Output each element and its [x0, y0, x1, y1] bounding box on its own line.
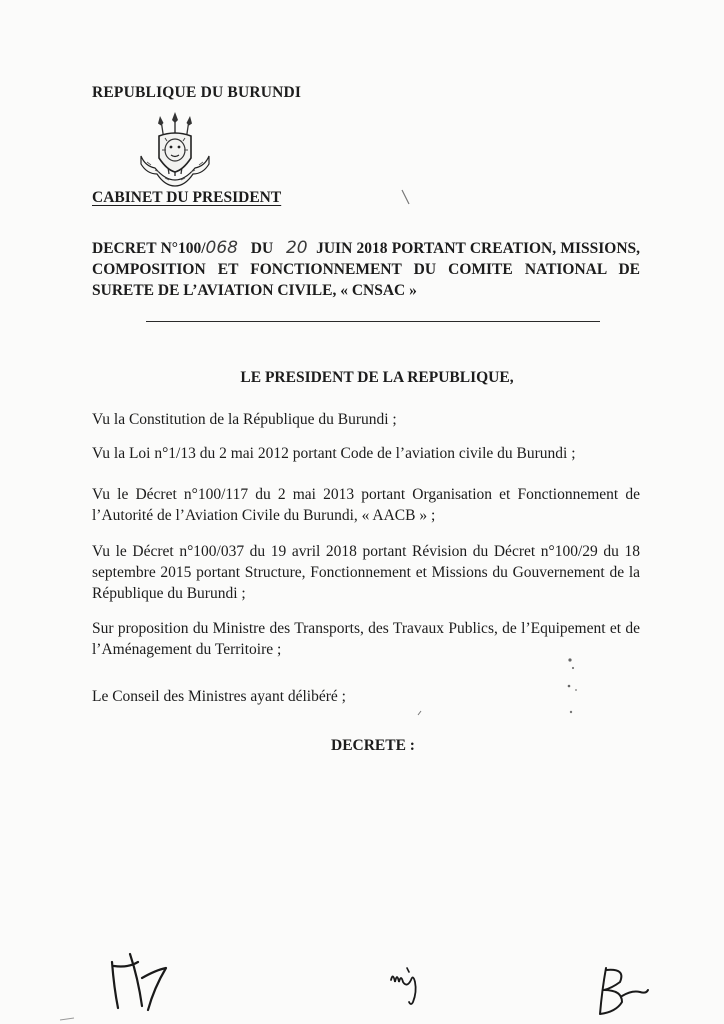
considerant-paragraph: Sur proposition du Ministre des Transports, des Travaux Publics, de l’Equipement et de l’Aménagement du Territoire ; — [92, 620, 640, 658]
decree-number-handwritten: 068 — [205, 238, 238, 258]
cabinet-heading: CABINET DU PRESIDENT — [92, 189, 282, 206]
decree-du: DU — [250, 240, 274, 257]
handwritten-initials — [592, 960, 652, 1020]
coat-of-arms-emblem — [135, 110, 215, 192]
decree-title-rest: JUIN 2018 PORTANT CREATION, MISSIONS, COMPOSITION ET FONCTIONNEMENT DU COMITE NATIONAL DE SURETE DE L’AVIATION CIVILE, « CNSAC » — [92, 240, 641, 299]
coat-of-arms-icon — [135, 110, 215, 192]
considerant-paragraph: Vu le Décret n°100/037 du 19 avril 2018 portant Révision du Décret n°100/29 du 18 septembre 2015 portant Structure, Fonctionnement et Missions du Gouvernement de la République du Burundi ; — [92, 543, 640, 602]
president-heading: LE PRESIDENT DE LA REPUBLIQUE, — [240, 369, 514, 386]
decree-day-handwritten: 20 — [285, 238, 308, 258]
considerant-paragraph: Vu le Décret n°100/117 du 2 mai 2013 portant Organisation et Fonctionnement de l’Autorité de l’Aviation Civile du Burundi, « AACB » ; — [92, 486, 640, 524]
considerant-paragraph: Le Conseil des Ministres ayant délibéré ; — [92, 688, 346, 705]
decree-prefix: DECRET N°100/ — [92, 240, 206, 257]
decrete-heading: DECRETE : — [331, 737, 415, 754]
handwritten-initials — [385, 958, 435, 1008]
considerant-paragraph: Vu la Loi n°1/13 du 2 mai 2012 portant Code de l’aviation civile du Burundi ; — [92, 445, 576, 462]
decree-title — [92, 238, 640, 301]
title-divider — [146, 321, 600, 322]
handwritten-initials — [108, 948, 178, 1014]
republic-heading: REPUBLIQUE DU BURUNDI — [92, 84, 302, 101]
considerant-paragraph: Vu la Constitution de la République du Burundi ; — [92, 411, 397, 428]
